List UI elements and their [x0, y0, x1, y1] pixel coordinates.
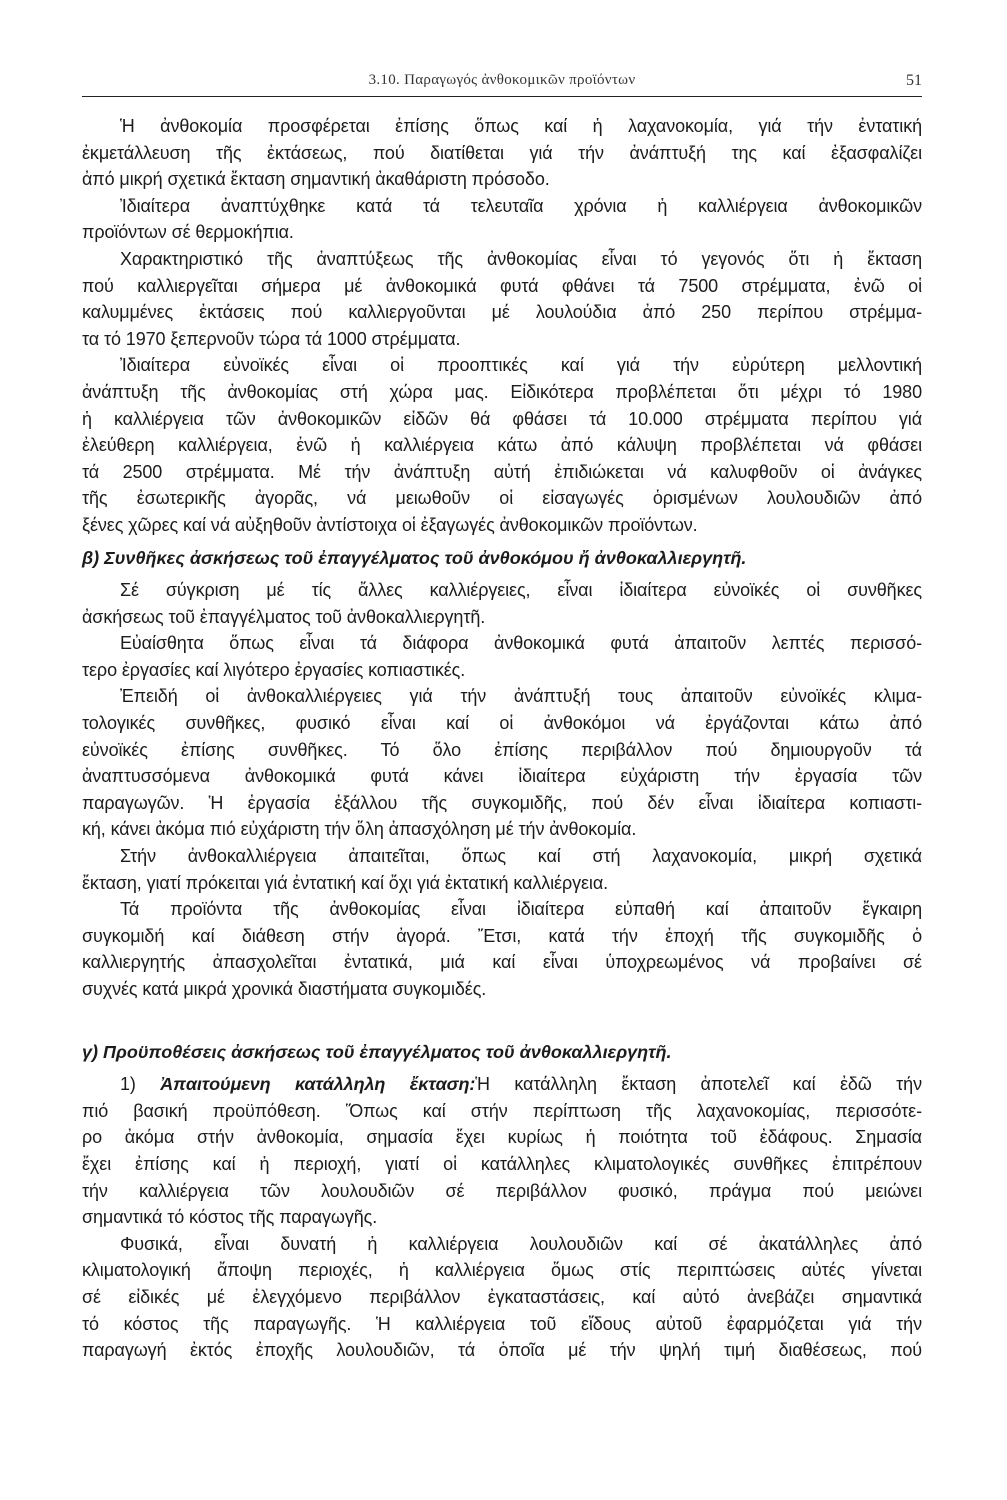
paragraph-line: Χαρακτηριστικό τῆς ἀναπτύξεως τῆς ἀνθοκομίας εἶναι τό γεγονός ὅτι ἡ ἔκταση — [120, 248, 922, 269]
paragraph-line: Στήν ἀνθοκαλλιέργεια ἀπαιτεῖται, ὅπως καί στή λαχανοκομία, μικρή σχετικά — [120, 846, 922, 867]
paragraph-line: Ἰδιαίτερα ἀναπτύχθηκε κατά τά τελευταῖα χρόνια ἡ καλλιέργεια ἀνθοκομικῶν — [120, 195, 922, 216]
paragraph-line: παραγωγή ἐκτός ἐποχῆς λουλουδιῶν, τά ὁποῖα μέ τήν ψηλή τιμή διαθέσεως, πού — [82, 1340, 922, 1361]
paragraph — [82, 577, 922, 630]
paragraph-line: Ἐπειδή οἱ ἀνθοκαλλιέργειες γιά τήν ἀνάπτυξή τους ἀπαιτοῦν εὐνοϊκές κλιμα- — [120, 686, 922, 707]
paragraph-line: κή, κάνει ἀκόμα πιό εὐχάριστη τήν ὅλη ἀπασχόληση μέ τήν ἀνθοκομία. — [82, 819, 637, 840]
paragraph-line — [82, 1071, 922, 1098]
paragraph-line: τῆς ἐσωτερικῆς ἀγορᾶς, νά μειωθοῦν οἱ εἰσαγωγές ὁρισμένων λουλουδιῶν ἀπό — [82, 488, 922, 509]
running-header-title: 3.10. Παραγωγός ἀνθοκομικῶν προϊόντων — [368, 72, 636, 88]
page-number: 51 — [906, 72, 922, 89]
paragraph-line: τα τό 1970 ξεπερνοῦν τώρα τά 1000 στρέμματα. — [82, 328, 461, 349]
paragraph-line: Σέ σύγκριση μέ τίς ἄλλες καλλιέργειες, εἶναι ἰδιαίτερα εὐνοϊκές οἱ συνθῆκες — [120, 580, 922, 601]
paragraph-line: ἀναπτυσσόμενα ἀνθοκομικά φυτά κάνει ἰδιαίτερα εὐχάριστη τήν ἐργασία τῶν — [82, 766, 922, 787]
paragraph-line: παραγωγῶν. Ἡ ἐργασία ἐξάλλου τῆς συγκομιδῆς, πού δέν εἶναι ἰδιαίτερα κοπιαστι- — [82, 792, 922, 813]
paragraph-line: ἐκμετάλλευση τῆς ἐκτάσεως, πού διατίθεται γιά τήν ἀνάπτυξή της καί ἐξασφαλίζει — [82, 142, 922, 163]
paragraph-line: καλλιεργητής ἀπασχολεῖται ἐντατικά, μιά καί εἶναι ὑποχρεωμένος νά προβαίνει σέ — [82, 952, 922, 973]
paragraph — [82, 683, 922, 843]
paragraph — [82, 113, 922, 193]
paragraph — [82, 1231, 922, 1364]
paragraph-line: πιό βασική προϋπόθεση. Ὅπως καί στήν περίπτωση τῆς λαχανοκομίας, περισσότε- — [82, 1100, 922, 1121]
paragraph-line: προϊόντων σέ θερμοκήπια. — [82, 222, 294, 243]
paragraph-line: καλυμμένες ἐκτάσεις πού καλλιεργοῦνται μέ λουλούδια ἀπό 250 περίπου στρέμμα- — [82, 302, 922, 323]
list-number: 1) — [120, 1074, 161, 1095]
paragraph — [82, 843, 922, 896]
paragraph-line: κλιματολογική ἄποψη περιοχές, ἡ καλλιέργεια ὅμως στίς περιπτώσεις αὐτές γίνεται — [82, 1260, 922, 1281]
paragraph-line: ἀνάπτυξη τῆς ἀνθοκομίας στή χώρα μας. Εἰδικότερα προβλέπεται ὅτι μέχρι τό 1980 — [82, 381, 922, 402]
paragraph-line: Φυσικά, εἶναι δυνατή ἡ καλλιέργεια λουλουδιῶν καί σέ ἀκατάλληλες ἀπό — [120, 1233, 922, 1254]
paragraph-line: Ἡ ἀνθοκομία προσφέρεται ἐπίσης ὅπως καί ἡ λαχανοκομία, γιά τήν ἐντατική — [120, 116, 922, 136]
paragraph-line: τερο ἐργασίες καί λιγότερο ἐργασίες κοπιαστικές. — [82, 659, 466, 680]
paragraph-line: ἡ καλλιέργεια τῶν ἀνθοκομικῶν εἰδῶν θά φθάσει τά 10.000 στρέμματα περίπου γιά — [82, 408, 922, 429]
running-header — [82, 70, 922, 97]
paragraph-line: ρο ἀκόμα στήν ἀνθοκομία, σημασία ἔχει κυρίως ἡ ποιότητα τοῦ ἐδάφους. Σημασία — [82, 1127, 922, 1148]
paragraph-line: εὐνοϊκές ἐπίσης συνθῆκες. Τό ὅλο ἐπίσης περιβάλλον πού δημιουργοῦν τά — [82, 739, 922, 760]
paragraph — [82, 1071, 922, 1231]
paragraph-line: ἀπό μικρή σχετικά ἔκταση σημαντική ἀκαθάριστη πρόσοδο. — [82, 169, 550, 190]
page-body — [82, 113, 922, 1364]
paragraph — [82, 352, 922, 538]
paragraph-line: τά 2500 στρέμματα. Μέ τήν ἀνάπτυξη αὐτή ἐπιδιώκεται νά καλυφθοῦν οἱ ἀνάγκες — [82, 461, 922, 482]
paragraph-line: σημαντικά τό κόστος τῆς παραγωγῆς. — [82, 1207, 378, 1228]
paragraph — [82, 193, 922, 246]
paragraph-line: τήν καλλιέργεια τῶν λουλουδιῶν σέ περιβάλλον φυσικό, πράγμα πού μειώνει — [82, 1180, 922, 1201]
line-text: Ἡ κατάλληλη ἔκταση ἀποτελεῖ καί ἐδῶ τήν — [475, 1074, 922, 1095]
paragraph — [82, 246, 922, 352]
paragraph-line: ἔκταση, γιατί πρόκειται γιά ἐντατική καί ὄχι γιά ἐκτατική καλλιέργεια. — [82, 872, 609, 893]
section-heading: γ) Προϋποθέσεις ἀσκήσεως τοῦ ἐπαγγέλματος τοῦ ἀνθοκαλλιεργητῆ. — [82, 1041, 672, 1062]
paragraph-line: ξένες χῶρες καί νά αὐξηθοῦν ἀντίστοιχα οἱ ἐξαγωγές ἀνθοκομικῶν προϊόντων. — [82, 514, 698, 535]
paragraph-line: ἀσκήσεως τοῦ ἐπαγγέλματος τοῦ ἀνθοκαλλιεργητῆ. — [82, 606, 486, 627]
paragraph-line: συγκομιδή καί διάθεση στήν ἀγορά. Ἔτσι, κατά τήν ἐποχή τῆς συγκομιδῆς ὁ — [82, 925, 922, 946]
paragraph — [82, 896, 922, 1002]
paragraph-line: τολογικές συνθῆκες, φυσικό εἶναι καί οἱ ἀνθοκόμοι νά ἐργάζονται κάτω ἀπό — [82, 713, 922, 734]
paragraph-line: Τά προϊόντα τῆς ἀνθοκομίας εἶναι ἰδιαίτερα εὐπαθή καί ἀπαιτοῦν ἔγκαιρη — [120, 899, 922, 920]
paragraph — [82, 630, 922, 683]
paragraph-line: συχνές κατά μικρά χρονικά διαστήματα συγκομιδές. — [82, 979, 487, 999]
paragraph-line: πού καλλιεργεῖται σήμερα μέ ἀνθοκομικά φυτά φθάνει τά 7500 στρέμματα, ἐνῶ οἱ — [82, 275, 922, 296]
paragraph-line: Ἰδιαίτερα εὐνοϊκές εἶναι οἱ προοπτικές καί γιά τήν εὐρύτερη μελλοντική — [120, 355, 922, 376]
section-heading: β) Συνθῆκες ἀσκήσεως τοῦ ἐπαγγέλματος τοῦ ἀνθοκόμου ἤ ἀνθοκαλλιεργητῆ. — [82, 547, 747, 568]
inline-heading: Ἀπαιτούμενη κατάλληλη ἔκταση: — [160, 1074, 476, 1095]
paragraph-line: τό κόστος τῆς παραγωγῆς. Ἡ καλλιέργεια τοῦ εἴδους αὐτοῦ ἐφαρμόζεται γιά τήν — [82, 1313, 922, 1334]
paragraph-line: σέ εἰδικές μέ ἐλεγχόμενο περιβάλλον ἐγκαταστάσεις, καί αὐτό ἀνεβάζει σημαντικά — [82, 1286, 922, 1307]
paragraph-line: ἔχει ἐπίσης καί ἡ περιοχή, γιατί οἱ κατάλληλες κλιματολογικές συνθῆκες ἐπιτρέπουν — [82, 1153, 922, 1174]
paragraph-line: ἐλεύθερη καλλιέργεια, ἐνῶ ἡ καλλιέργεια κάτω ἀπό κάλυψη προβλέπεται νά φθάσει — [82, 435, 922, 456]
paragraph-line: Εὐαίσθητα ὅπως εἶναι τά διάφορα ἀνθοκομικά φυτά ἀπαιτοῦν λεπτές περισσό- — [120, 633, 922, 654]
